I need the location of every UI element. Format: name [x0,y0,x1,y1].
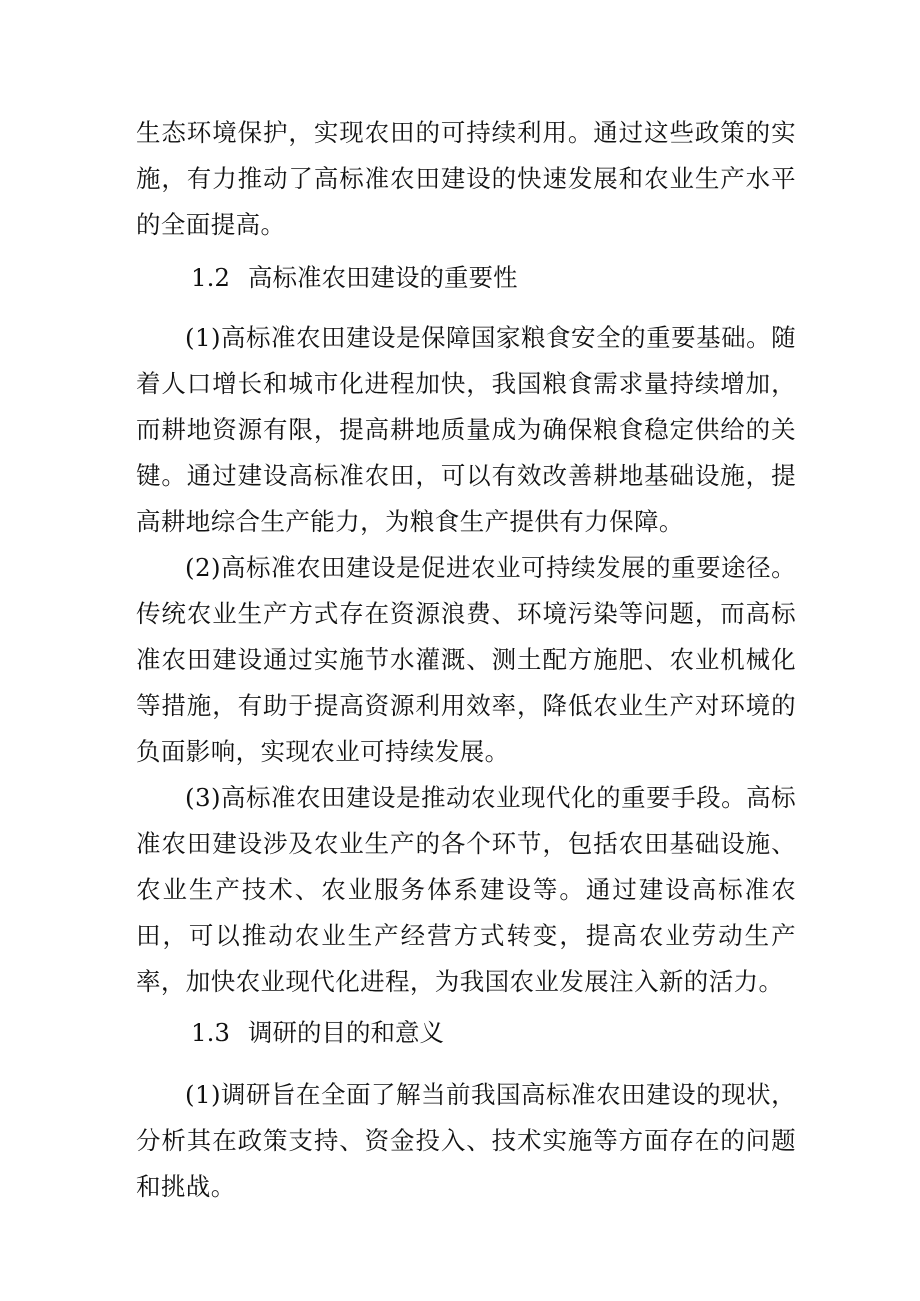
section-title: 调研的目的和意义 [247,1018,444,1047]
section-number: 1.3 [191,1018,230,1047]
section-heading-1-3 [191,1010,444,1056]
paragraph-1-2-2: (2)高标准农田建设是促进农业可持续发展的重要途径。传统农业生产方式存在资源浪费、环境污染等问题，而高标准农田建设通过实施节水灌溉、测土配方施肥、农业机械化等措施，有助于提高资源利用效率，降低农业生产对环境的负面影响，实现农业可持续发展。 [136,553,796,766]
section-1-3-paragraphs [136,1072,796,1210]
paragraph-1-2-1: (1)高标准农田建设是保障国家粮食安全的重要基础。随着人口增长和城市化进程加快，我国粮食需求量持续增加，而耕地资源有限，提高耕地质量成为确保粮食稳定供给的关键。通过建设高标准农田，可以有效改善耕地基础设施，提高耕地综合生产能力，为粮食生产提供有力保障。 [136,323,796,536]
intro-paragraph-block [136,110,796,248]
paragraph-1-3-1: (1)调研旨在全面了解当前我国高标准农田建设的现状，分析其在政策支持、资金投入、技术实施等方面存在的问题和挑战。 [136,1080,796,1201]
section-number: 1.2 [191,263,230,292]
intro-paragraph: 生态环境保护，实现农田的可持续利用。通过这些政策的实施，有力推动了高标准农田建设的快速发展和农业生产水平的全面提高。 [136,118,796,239]
section-title: 高标准农田建设的重要性 [247,263,518,292]
section-heading-1-2 [191,255,517,301]
paragraph-1-2-3: (3)高标准农田建设是推动农业现代化的重要手段。高标准农田建设涉及农业生产的各个环节，包括农田基础设施、农业生产技术、农业服务体系建设等。通过建设高标准农田，可以推动农业生产经营方式转变，提高农业劳动生产率，加快农业现代化进程，为我国农业发展注入新的活力。 [136,783,796,996]
section-1-2-paragraphs [136,315,796,1005]
